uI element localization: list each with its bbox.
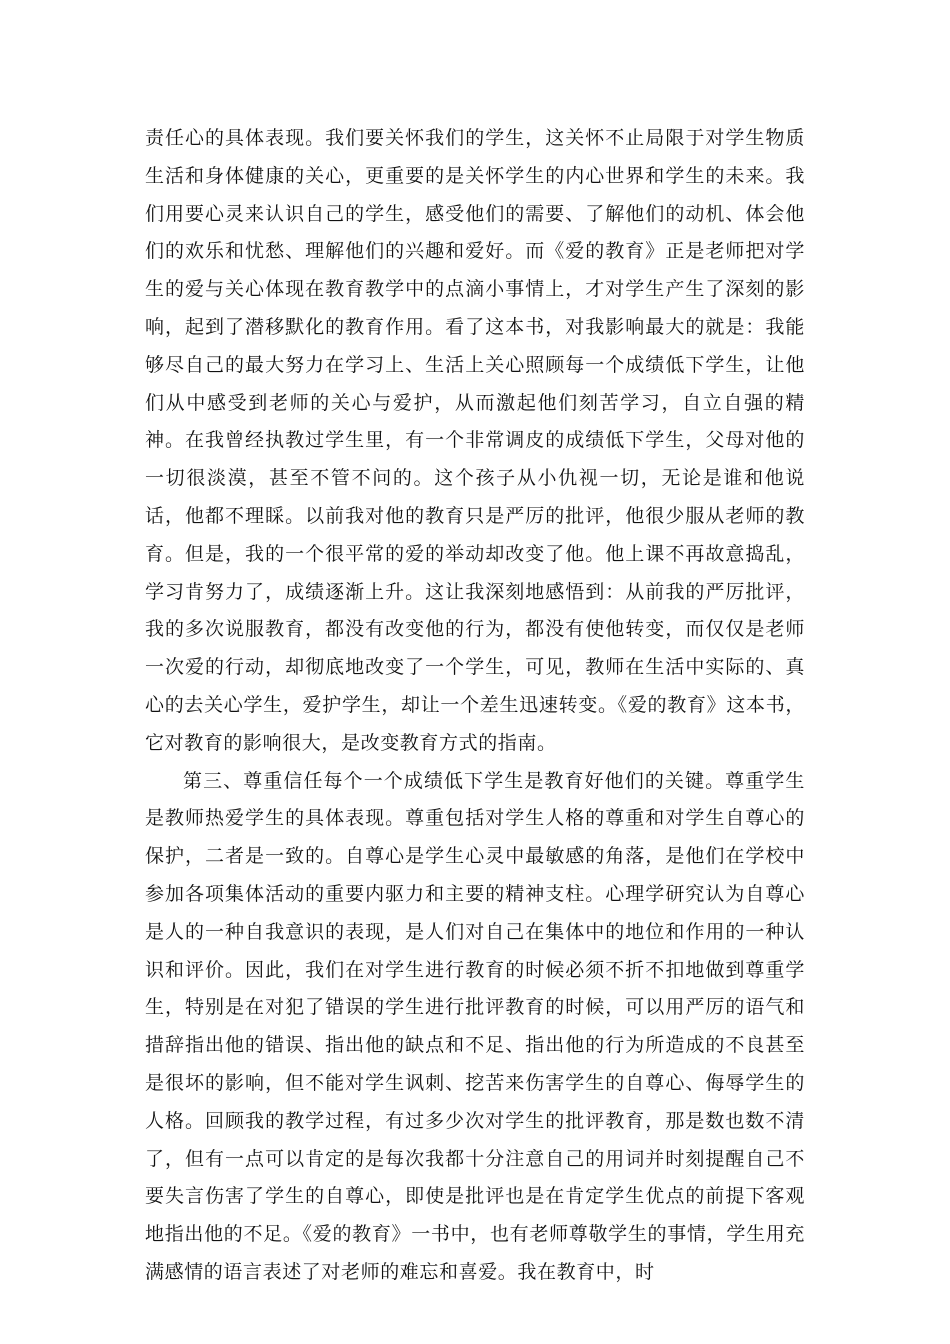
paragraph-2: 第三、尊重信任每个一个成绩低下学生是教育好他们的关键。尊重学生是教师热爱学生的具体表现。尊重包括对学生人格的尊重和对学生自尊心的保护，二者是一致的。自尊心是学生心灵中最敏感的角落，是他们在学校中参加各项集体活动的重要内驱力和主要的精神支柱。心理学研究认为自尊心是人的一种自我意识的表现，是人们对自己在集体中的地位和作用的一种认识和评价。因此，我们在对学生进行教育的时候必须不折不扣地做到尊重学生，特别是在对犯了错误的学生进行批评教育的时候，可以用严厉的语气和措辞指出他的错误、指出他的缺点和不足、指出他的行为所造成的不良甚至是很坏的影响，但不能对学生讽刺、挖苦来伤害学生的自尊心、侮辱学生的人格。回顾我的教学过程，有过多少次对学生的批评教育，那是数也数不清了，但有一点可以肯定的是每次我都十分注意自己的用词并时刻提醒自己不要失言伤害了学生的自尊心，即使是批评也是在肯定学生优点的前提下客观地指出他的不足。《爱的教育》一书中，也有老师尊敬学生的事情，学生用充满感情的语言表述了对老师的难忘和喜爱。我在教育中，时 <box>145 769 805 1283</box>
document-body <box>145 120 805 1292</box>
paragraph-1: 责任心的具体表现。我们要关怀我们的学生，这关怀不止局限于对学生物质生活和身体健康的关心，更重要的是关怀学生的内心世界和学生的未来。我们用要心灵来认识自己的学生，感受他们的需要、了解他们的动机、体会他们的欢乐和忧愁、理解他们的兴趣和爱好。而《爱的教育》正是老师把对学生的爱与关心体现在教育教学中的点滴小事情上，才对学生产生了深刻的影响，起到了潜移默化的教育作用。看了这本书，对我影响最大的就是：我能够尽自己的最大努力在学习上、生活上关心照顾每一个成绩低下学生，让他们从中感受到老师的关心与爱护，从而激起他们刻苦学习，自立自强的精神。在我曾经执教过学生里，有一个非常调皮的成绩低下学生，父母对他的一切很淡漠，甚至不管不问的。这个孩子从小仇视一切，无论是谁和他说话，他都不理睬。以前我对他的教育只是严厉的批评，他很少服从老师的教育。但是，我的一个很平常的爱的举动却改变了他。他上课不再故意捣乱，学习肯努力了，成绩逐渐上升。这让我深刻地感悟到：从前我的严厉批评，我的多次说服教育，都没有改变他的行为，都没有使他转变，而仅仅是老师一次爱的行动，却彻底地改变了一个学生，可见，教师在生活中实际的、真心的去关心学生，爱护学生，却让一个差生迅速转变。《爱的教育》这本书，它对教育的影响很大，是改变教育方式的指南。 <box>145 127 805 754</box>
